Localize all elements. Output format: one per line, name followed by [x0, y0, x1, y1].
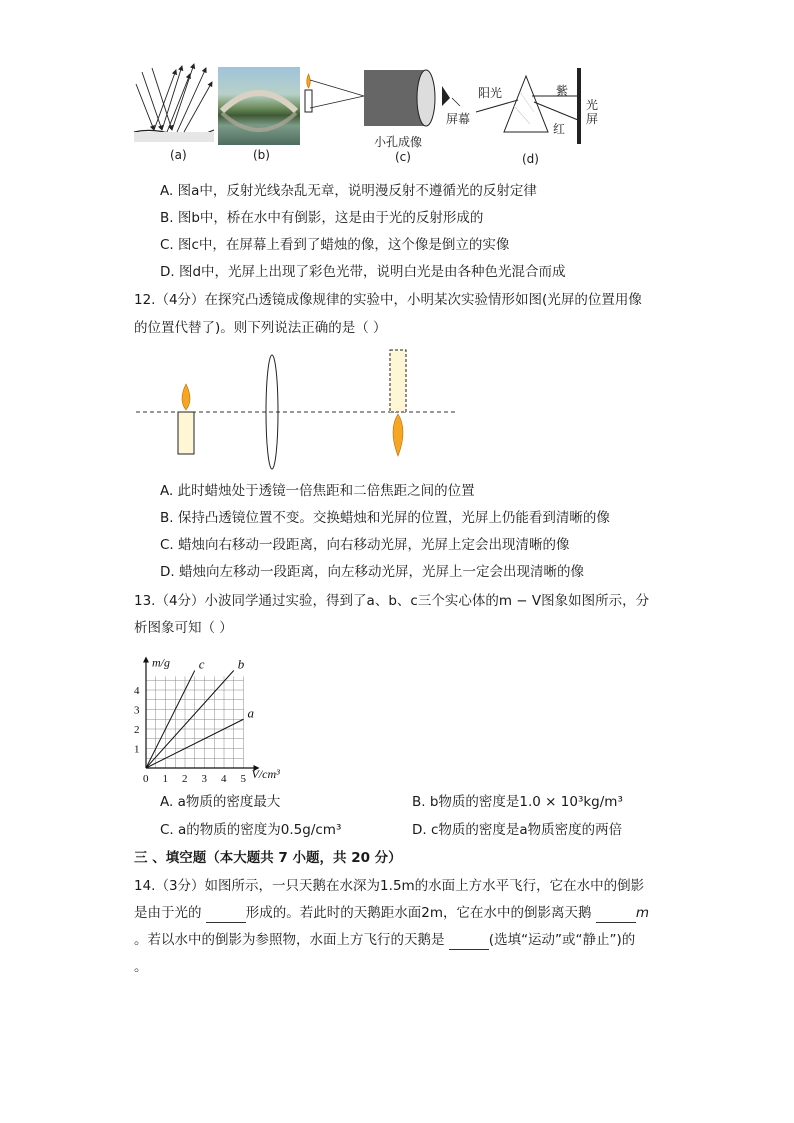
- q12-option-c[interactable]: C. 蜡烛向右移动一段距离，向右移动光屏，光屏上定会出现清晰的像: [160, 537, 570, 553]
- y-axis-label: m/g: [152, 655, 170, 670]
- x-tick-label: 1: [162, 773, 168, 785]
- q14-blank-1[interactable]: [206, 908, 246, 923]
- q13-option-a[interactable]: A. a物质的密度最大: [160, 794, 281, 810]
- sunlight-label: 阳光: [478, 86, 503, 100]
- x-tick-label: 3: [201, 773, 207, 785]
- x-tick-label: 2: [182, 773, 188, 785]
- q13-stem-line1: 13.（4分）小波同学通过实验，得到了a、b、c三个实心体的m − V图象如图所示，分: [134, 593, 650, 609]
- q12-option-a[interactable]: A. 此时蜡烛处于透镜一倍焦距和二倍焦距之间的位置: [160, 483, 475, 499]
- candle-flame-icon: [182, 384, 190, 410]
- q14-line2-part2: 形成的。若此时的天鹅距水面2m，它在水中的倒影离天鹅: [245, 905, 596, 921]
- series-label-c: c: [198, 656, 205, 672]
- q12-lens-diagram: [134, 346, 464, 472]
- y-tick-label: 4: [134, 685, 140, 697]
- q14-line3-part1: 。若以水中的倒影为参照物，水面上方飞行的天鹅是: [134, 932, 449, 948]
- q14-line3: [134, 930, 635, 950]
- x-tick-label: 0: [143, 773, 149, 785]
- q13-option-c[interactable]: C. a的物质的密度为0.5g/cm³: [160, 822, 342, 838]
- figure-c-pinhole-camera: [302, 62, 472, 142]
- figure-b-bridge-photo: [218, 67, 300, 145]
- inverted-flame-icon: [393, 414, 403, 456]
- q14-line2: [134, 903, 649, 923]
- bridge-arch-icon: [218, 67, 300, 145]
- figure-b-label: (b): [253, 148, 270, 162]
- series-label-a: a: [247, 705, 254, 721]
- q14-line2-unit: m: [635, 905, 649, 921]
- y-tick-label: 3: [134, 704, 140, 717]
- y-tick-label: 1: [134, 743, 140, 756]
- q14-line3-part2: (选填“运动”或“静止”)的: [488, 932, 636, 948]
- figure-a-diffuse-reflection: [132, 60, 216, 142]
- q14-line2-part1: 是由于光的: [134, 905, 206, 921]
- x-tick-label: 4: [221, 773, 227, 785]
- q14-line1: 14.（3分）如图所示，一只天鹅在水深为1.5m的水面上方水平飞行，它在水中的倒影: [134, 878, 645, 894]
- q12-option-d[interactable]: D. 蜡烛向左移动一段距离，向左移动光屏，光屏上一定会出现清晰的像: [160, 564, 584, 580]
- section3-title: 三 、填空题（本大题共 7 小题，共 20 分）: [134, 850, 402, 866]
- violet-label: 紫: [556, 84, 569, 98]
- figure-d-label: (d): [522, 152, 539, 166]
- light-screen-label: 光屏: [586, 98, 599, 126]
- q11-option-b[interactable]: B. 图b中，桥在水中有倒影，这是由于光的反射形成的: [160, 210, 484, 226]
- q14-blank-3[interactable]: [449, 935, 489, 950]
- figure-a-label: (a): [170, 148, 187, 162]
- q12-stem-line2: 的位置代替了)。则下列说法正确的是（ ）: [134, 320, 387, 336]
- figure-c-label: (c): [395, 150, 411, 164]
- red-label: 红: [553, 122, 566, 136]
- q13-option-b[interactable]: B. b物质的密度是1.0 × 10³kg/m³: [412, 794, 623, 810]
- q13-stem-line2: 析图象可知（ ）: [134, 620, 233, 636]
- x-axis-label: V/cm³: [251, 767, 280, 781]
- q13-option-d[interactable]: D. c物质的密度是a物质密度的两倍: [412, 822, 623, 838]
- q11-option-c[interactable]: C. 图c中，在屏幕上看到了蜡烛的像，这个像是倒立的实像: [160, 237, 510, 253]
- figure-d-prism: [474, 62, 594, 148]
- q13-mv-chart: [130, 644, 310, 786]
- screen-label: 屏幕: [446, 112, 471, 126]
- q11-option-a[interactable]: A. 图a中，反射光线杂乱无章，说明漫反射不遵循光的反射定律: [160, 183, 537, 199]
- x-tick-label: 5: [240, 773, 246, 785]
- pinhole-caption: 小孔成像: [374, 135, 423, 149]
- q14-line4: 。: [134, 959, 148, 975]
- q14-blank-2[interactable]: [596, 908, 636, 923]
- y-axis-arrow-icon: [143, 657, 149, 663]
- q12-option-b[interactable]: B. 保持凸透镜位置不变。交换蜡烛和光屏的位置，光屏上仍能看到清晰的像: [160, 510, 610, 526]
- y-tick-label: 2: [134, 724, 140, 736]
- q11-option-d[interactable]: D. 图d中，光屏上出现了彩色光带，说明白光是由各种色光混合而成: [160, 264, 566, 280]
- series-label-b: b: [237, 656, 245, 672]
- q12-stem-line1: 12.（4分）在探究凸透镜成像规律的实验中，小明某次实验情形如图(光屏的位置用像: [134, 292, 642, 308]
